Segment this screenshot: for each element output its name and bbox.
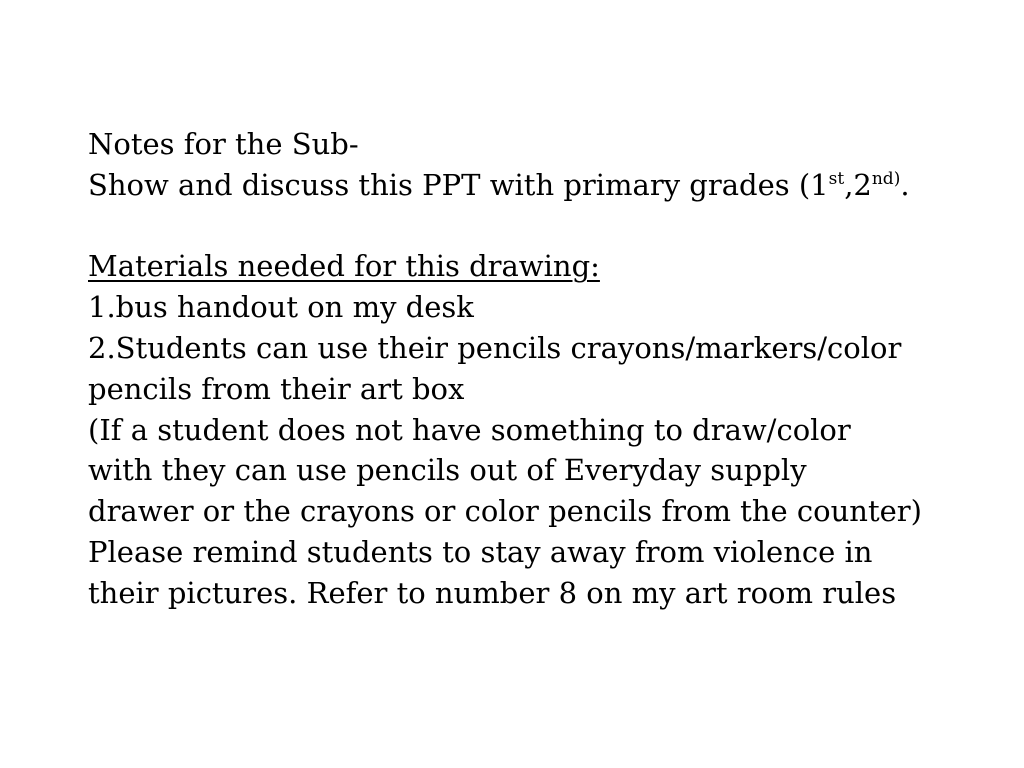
materials-line-5: with they can use pencils out of Everyday supply: [88, 453, 807, 488]
notes-title: Notes for the Sub-: [88, 127, 359, 161]
materials-line-7: Please remind students to stay away from violence in: [88, 534, 873, 569]
materials-line-4: (If a student does not have something to draw/color: [88, 412, 851, 447]
intro-end: .: [900, 167, 910, 202]
blank-line: [88, 206, 988, 247]
intro-superscript-st: st: [828, 168, 845, 189]
notes-text-block: [88, 124, 988, 614]
materials-line-2: 2.Students can use their pencils crayons/markers/color: [88, 330, 902, 365]
intro-text: Show and discuss this PPT with primary grades (1: [88, 167, 829, 202]
intro-superscript-nd: nd): [871, 168, 901, 189]
materials-line-1: 1.bus handout on my desk: [88, 290, 474, 325]
materials-line-3: pencils from their art box: [88, 371, 465, 406]
materials-line-8: their pictures. Refer to number 8 on my art room rules: [88, 575, 897, 610]
intro-separator: ,2: [844, 167, 872, 202]
materials-heading: Materials needed for this drawing:: [88, 249, 600, 284]
materials-heading-line: [88, 246, 988, 287]
intro-line: [88, 165, 988, 206]
materials-line-6: drawer or the crayons or color pencils from the counter): [88, 494, 922, 529]
